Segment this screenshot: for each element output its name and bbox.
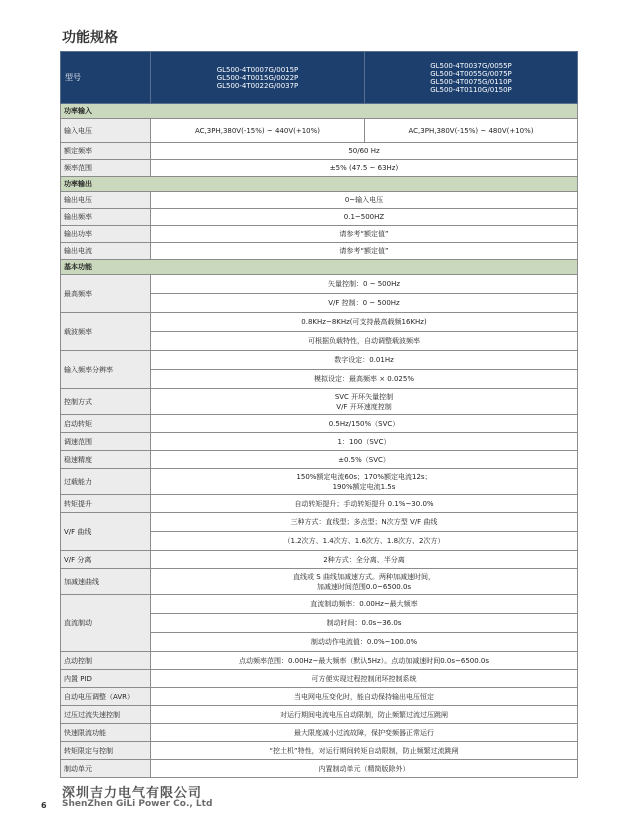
row-value: 三种方式：直线型；多点型；N次方型 V/F 曲线 xyxy=(151,513,578,532)
table-row xyxy=(61,742,578,760)
row-value: 50/60 Hz xyxy=(151,143,578,160)
row-label: 直流制动 xyxy=(61,595,151,652)
table-row xyxy=(61,760,578,778)
value-line: 190%额定电流1.5s xyxy=(332,482,396,491)
table-row xyxy=(61,706,578,724)
row-value: 最大限度减小过流故障，保护变频器正常运行 xyxy=(151,724,578,742)
row-label: 输出频率 xyxy=(61,209,151,226)
company-name-en: ShenZhen GiLi Power Co., Ltd xyxy=(62,799,213,809)
section-basic: 基本功能 xyxy=(61,260,578,275)
table-row xyxy=(61,192,578,209)
row-label: 点动控制 xyxy=(61,652,151,670)
row-label: 稳速精度 xyxy=(61,451,151,469)
row-label: 输入频率分辨率 xyxy=(61,351,151,389)
row-value: 对运行期间电流电压自动限制，防止频繁过流过压跳闸 xyxy=(151,706,578,724)
row-label: 载波频率 xyxy=(61,313,151,351)
row-value: 0~输入电压 xyxy=(151,192,578,209)
section-row xyxy=(61,260,578,275)
row-value: （1.2次方、1.4次方、1.6次方、1.8次方、2次方） xyxy=(151,532,578,551)
table-row xyxy=(61,569,578,595)
table-row xyxy=(61,495,578,513)
value-line: 直线或 S 曲线加减速方式。两种加减速时间， xyxy=(293,572,435,581)
row-value: 制动动作电流值：0.0%~100.0% xyxy=(151,633,578,652)
model-name: GL500-4T0015G/0022P xyxy=(216,73,299,82)
row-label: 输出电压 xyxy=(61,192,151,209)
row-label: 过载能力 xyxy=(61,469,151,495)
table-row xyxy=(61,209,578,226)
page-title: 功能规格 xyxy=(62,30,118,46)
row-value: 当电网电压变化时，能自动保持输出电压恒定 xyxy=(151,688,578,706)
table-row xyxy=(61,688,578,706)
model-name: GL500-4T0037G/0055P xyxy=(430,61,512,70)
row-label: 自动电压调整（AVR） xyxy=(61,688,151,706)
section-row xyxy=(61,177,578,192)
value-line: V/F 开环速度控制 xyxy=(336,402,392,411)
row-label: 转矩提升 xyxy=(61,495,151,513)
table-row xyxy=(61,275,578,294)
row-label: 控制方式 xyxy=(61,389,151,415)
row-label: 输出功率 xyxy=(61,226,151,243)
row-label: 调速范围 xyxy=(61,433,151,451)
table-row xyxy=(61,160,578,177)
row-value: 内置制动单元（精简版除外） xyxy=(151,760,578,778)
row-label: 加减速曲线 xyxy=(61,569,151,595)
row-label: 额定频率 xyxy=(61,143,151,160)
row-label: 启动转矩 xyxy=(61,415,151,433)
row-label: V/F 分离 xyxy=(61,551,151,569)
table-row xyxy=(61,652,578,670)
table-row xyxy=(61,313,578,332)
table-row xyxy=(61,551,578,569)
table-row xyxy=(61,724,578,742)
row-label: 内置 PID xyxy=(61,670,151,688)
row-value: 可根据负载特性，自动调整载波频率 xyxy=(151,332,578,351)
row-value: 2种方式：全分离、半分离 xyxy=(151,551,578,569)
value-line: SVC 开环矢量控制 xyxy=(334,392,394,401)
row-label: 制动单元 xyxy=(61,760,151,778)
row-label: V/F 曲线 xyxy=(61,513,151,551)
value-line: 150%额定电流60s；170%额定电流12s； xyxy=(296,472,432,481)
table-row xyxy=(61,119,578,143)
table-row xyxy=(61,469,578,495)
table-row xyxy=(61,351,578,370)
header-row xyxy=(61,52,578,104)
table-row xyxy=(61,389,578,415)
row-value: V/F 控制：0 ~ 500Hz xyxy=(151,294,578,313)
row-value: 1：100（SVC） xyxy=(151,433,578,451)
model-label: 型号 xyxy=(61,52,151,104)
row-value: 请参考“额定值” xyxy=(151,226,578,243)
row-value xyxy=(151,569,578,595)
table-row xyxy=(61,451,578,469)
row-value: 矢量控制：0 ~ 500Hz xyxy=(151,275,578,294)
row-value: 直流制动频率：0.00Hz~最大频率 xyxy=(151,595,578,614)
model-name: GL500-4T0110G/0150P xyxy=(430,85,512,94)
row-value: 数字设定：0.01Hz xyxy=(151,351,578,370)
row-value: 点动频率范围：0.00Hz~最大频率（默认5Hz）。点动加减速时间0.0s~6500.0s xyxy=(151,652,578,670)
model-col-2 xyxy=(365,52,578,104)
section-power-output: 功率输出 xyxy=(61,177,578,192)
row-value: 自动转矩提升；手动转矩提升 0.1%~30.0% xyxy=(151,495,578,513)
row-value xyxy=(151,389,578,415)
page-number: 6 xyxy=(41,801,47,810)
value-line: 加减速时间范围0.0~6500.0s xyxy=(316,582,412,591)
table-row xyxy=(61,670,578,688)
row-label: 过压过流失速控制 xyxy=(61,706,151,724)
row-value: 可方便实现过程控制闭环控制系统 xyxy=(151,670,578,688)
model-name: GL500-4T0055G/0075P xyxy=(430,69,512,78)
row-value: ±0.5%（SVC） xyxy=(151,451,578,469)
row-value: 0.5Hz/150%（SVC） xyxy=(151,415,578,433)
row-label: 快速限流功能 xyxy=(61,724,151,742)
table-row xyxy=(61,433,578,451)
row-label: 频率范围 xyxy=(61,160,151,177)
table-row xyxy=(61,513,578,532)
company-name-cn: 深圳吉力电气有限公司 xyxy=(62,786,203,801)
row-label: 输出电流 xyxy=(61,243,151,260)
table-row xyxy=(61,143,578,160)
row-value: AC,3PH,380V(-15%) ~ 440V(+10%) xyxy=(151,119,365,143)
table-row xyxy=(61,243,578,260)
table-row xyxy=(61,415,578,433)
row-label: 输入电压 xyxy=(61,119,151,143)
section-power-input: 功率输入 xyxy=(61,104,578,119)
table-row xyxy=(61,226,578,243)
section-row xyxy=(61,104,578,119)
row-value: AC,3PH,380V(-15%) ~ 480V(+10%) xyxy=(365,119,578,143)
row-value: ±5% (47.5 ~ 63Hz) xyxy=(151,160,578,177)
row-value xyxy=(151,469,578,495)
spec-table xyxy=(60,51,578,778)
model-col-1 xyxy=(151,52,365,104)
model-name: GL500-4T0022G/0037P xyxy=(216,81,299,90)
row-value: 制动时间：0.0s~36.0s xyxy=(151,614,578,633)
model-name: GL500-4T0007G/0015P xyxy=(216,65,299,74)
row-value: “挖土机”特性，对运行期间转矩自动限制，防止频繁过流跳闸 xyxy=(151,742,578,760)
table-row xyxy=(61,595,578,614)
row-value: 0.1~500HZ xyxy=(151,209,578,226)
row-value: 模拟设定：最高频率 × 0.025% xyxy=(151,370,578,389)
row-value: 0.8KHz~8KHz(可支持最高载频16KHz) xyxy=(151,313,578,332)
row-label: 转矩限定与控制 xyxy=(61,742,151,760)
model-name: GL500-4T0075G/0110P xyxy=(430,77,512,86)
row-value: 请参考“额定值” xyxy=(151,243,578,260)
row-label: 最高频率 xyxy=(61,275,151,313)
